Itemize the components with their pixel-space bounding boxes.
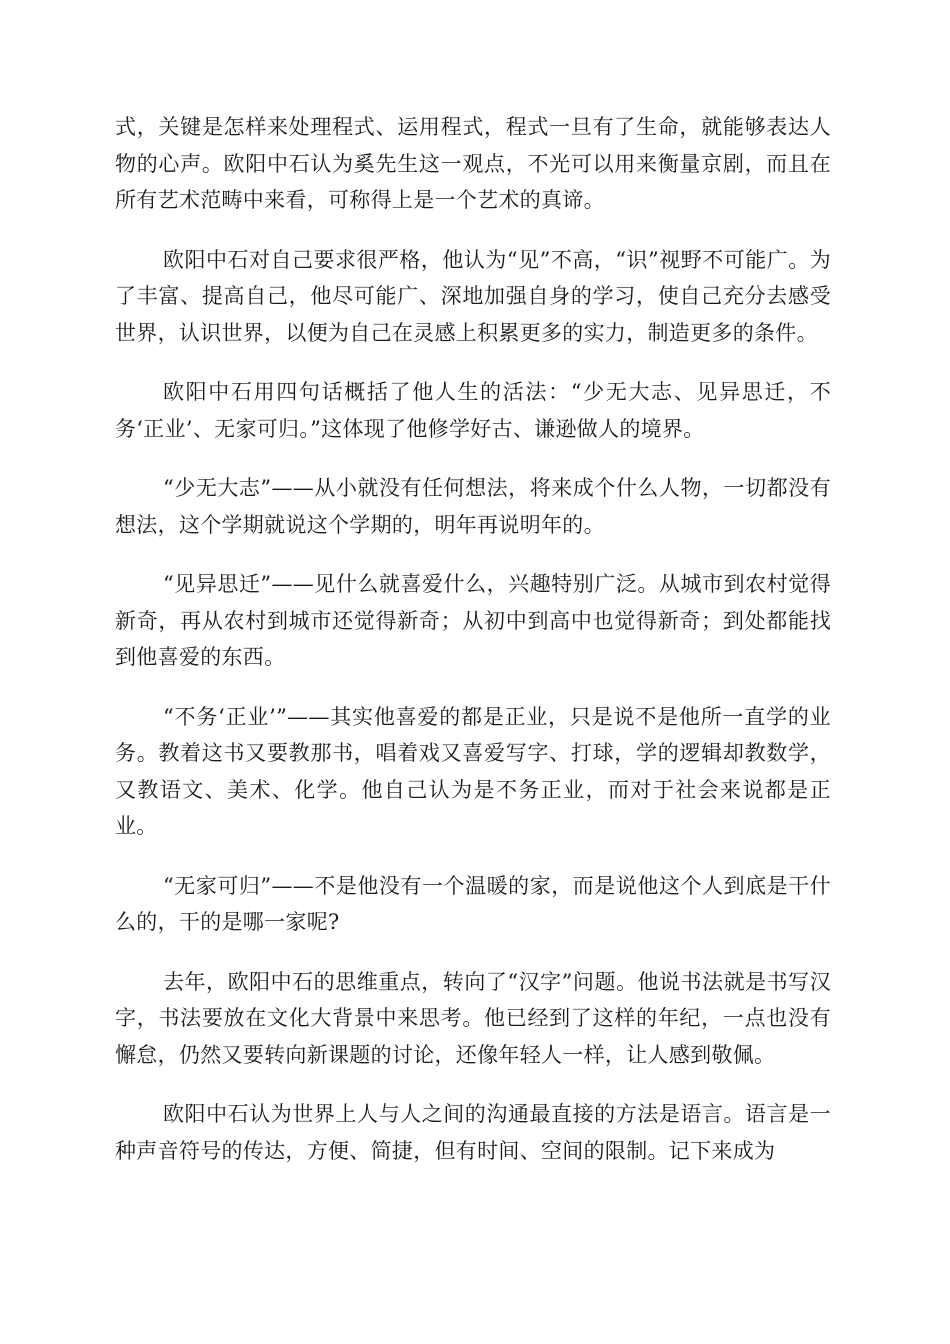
- paragraph: “无家可归”——不是他没有一个温暖的家，而是说他这个人到底是干什么的，干的是哪一家呢?: [115, 873, 831, 934]
- paragraph: 去年，欧阳中石的思维重点，转向了“汉字”问题。他说书法就是书写汉字，书法要放在文化大背景中来思考。他已经到了这样的年纪，一点也没有懈怠，仍然又要转向新课题的讨论，还像年轻人一样，让人感到敬佩。: [115, 969, 831, 1067]
- paragraph: “不务‘正业’”——其实他喜爱的都是正业，只是说不是他所一直学的业务。教着这书又要教那书，唱着戏又喜爱写字、打球，学的逻辑却教数学，又教语文、美术、化学。他自己认为是不务正业，而对于社会来说都是正业。: [115, 704, 831, 838]
- article-body: [115, 109, 831, 1192]
- paragraph-continued: 式，关键是怎样来处理程式、运用程式，程式一旦有了生命，就能够表达人物的心声。欧阳中石认为奚先生这一观点，不光可以用来衡量京剧，而且在所有艺术范畴中来看，可称得上是一个艺术的真谛。: [115, 115, 831, 212]
- paragraph: 欧阳中石用四句话概括了他人生的活法：“少无大志、见异思迁，不务‘正业’、无家可归。”这体现了他修学好古、谦逊做人的境界。: [115, 380, 831, 441]
- paragraph: “少无大志”——从小就没有任何想法，将来成个什么人物，一切都没有想法，这个学期就说这个学期的，明年再说明年的。: [115, 476, 831, 537]
- paragraph: 欧阳中石对自己要求很严格，他认为“见”不高，“识”视野不可能广。为了丰富、提高自己，他尽可能广、深地加强自身的学习，使自己充分去感受世界，认识世界，以便为自己在灵感上积累更多的实力，制造更多的条件。: [115, 247, 831, 345]
- paragraph: “见异思迁”——见什么就喜爱什么，兴趣特别广泛。从城市到农村觉得新奇，再从农村到城市还觉得新奇；从初中到高中也觉得新奇；到处都能找到他喜爱的东西。: [115, 572, 831, 669]
- paragraph: 欧阳中石认为世界上人与人之间的沟通最直接的方法是语言。语言是一种声音符号的传达，方便、简捷，但有时间、空间的限制。记下来成为: [115, 1102, 831, 1163]
